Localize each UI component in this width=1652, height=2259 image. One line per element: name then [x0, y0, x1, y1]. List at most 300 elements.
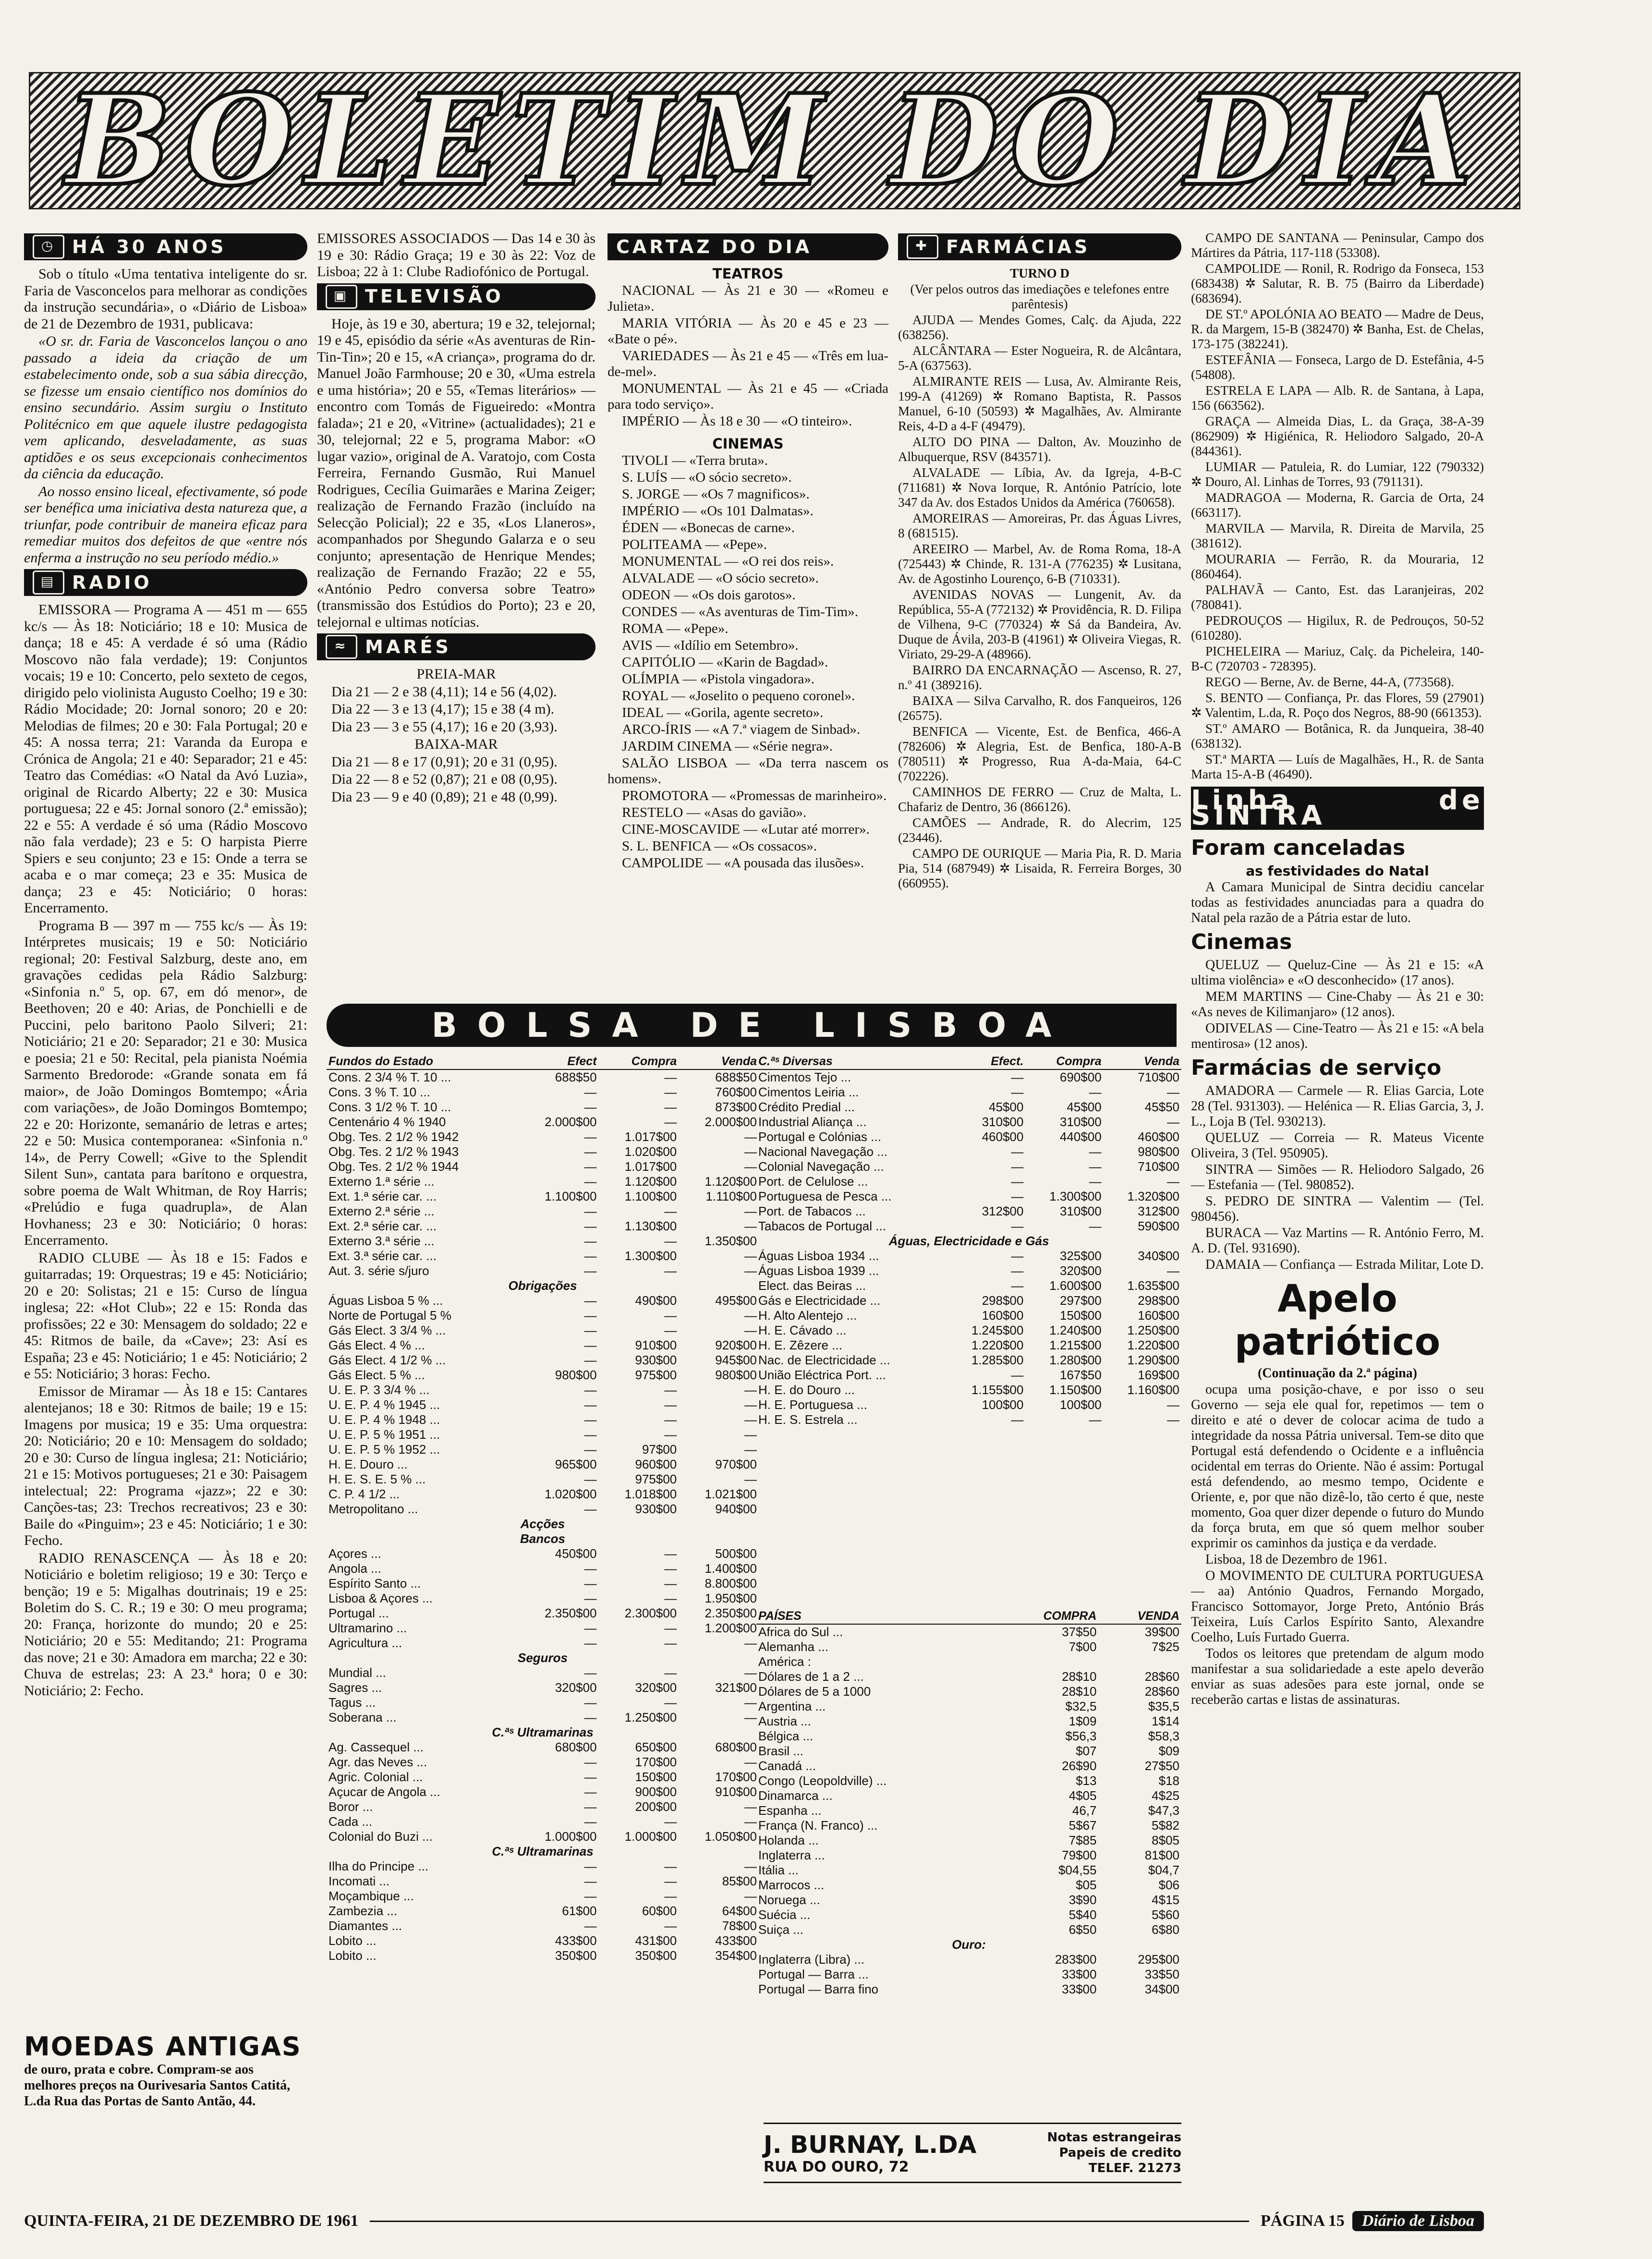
table-cell: —: [584, 1561, 597, 1576]
table-cell: 37$50: [1062, 1625, 1097, 1639]
moedas-title: MOEDAS ANTIGAS: [24, 2031, 302, 2062]
table-row: [327, 1636, 759, 1651]
sintra-box: Linha de SINTRA: [1191, 785, 1484, 831]
table-cell: 46,7: [1072, 1803, 1097, 1818]
table-cell: 500$00: [715, 1546, 757, 1561]
sintra-farm-item: QUELUZ — Correia — R. Mateus Vicente Oliveira, 3 (Tel. 950905).: [1191, 1130, 1484, 1161]
table-row: [756, 1684, 1181, 1699]
table-cell: Colonial do Buzi ...: [328, 1829, 433, 1844]
ha30-para: «O sr. dr. Faria de Vasconcelos lançou o ano passado a ideia da criação de um estabelecimento onde, sob a sua sábia direcção, se fizesse um ensaio científico nos domínios do ensino secundário. Assim surgiu o Instituto Politécnico em que aquele ilustre pedagogista vem aplicando, desveladamente, as suas aptidões e os seus excepcionais conhecimentos da ciência da educação.: [24, 333, 307, 482]
table-cell: H. Alto Alentejo ...: [758, 1308, 857, 1323]
table-cell: 1.155$00: [971, 1383, 1024, 1397]
table-cell: U. E. P. 5 % 1952 ...: [328, 1442, 440, 1457]
table-cell: —: [1167, 1174, 1179, 1189]
moedas-antigas-ad: [24, 2031, 307, 2109]
table-cell: —: [1011, 1070, 1024, 1084]
table-row: [327, 1219, 759, 1234]
table-cell: 450$00: [555, 1546, 597, 1561]
table-cell: $35,5: [1148, 1699, 1179, 1713]
table-cell: —: [664, 1576, 677, 1591]
table-row: [327, 1606, 759, 1621]
table-cell: —: [584, 1591, 597, 1605]
table-cell: —: [664, 1234, 677, 1248]
table-cell: —: [664, 1070, 677, 1084]
column-3: [607, 231, 888, 872]
table-row: [327, 1591, 759, 1606]
table-cell: —: [584, 1502, 597, 1516]
table-cell: —: [584, 1338, 597, 1352]
tv-icon: ▣: [326, 285, 357, 309]
table-cell: 26$90: [1062, 1759, 1097, 1773]
sintra-head: Foram canceladas: [1191, 836, 1406, 860]
table-cell: Diamantes ...: [328, 1919, 402, 1933]
cinema-item: RESTELO — «Asas do gavião».: [622, 805, 807, 820]
table-cell: 440$00: [1059, 1130, 1102, 1144]
table-cell: 873$00: [715, 1100, 757, 1114]
farmacia-item: GRAÇA — Almeida Dias, L. da Graça, 38-A-39 (862909) ✲ Higiénica, R. Heliodoro Salgado, 20-A (844361).: [1191, 414, 1484, 458]
table-cell: Dinamarca ...: [758, 1788, 833, 1803]
sintra-farm-list: [1191, 1083, 1484, 1273]
table-cell: 431$00: [635, 1933, 677, 1948]
sintra-farm-head: Farmácias de serviço: [1191, 1056, 1442, 1080]
table-row: [756, 1922, 1181, 1937]
table-row: [327, 1919, 759, 1933]
table-cell: 940$00: [715, 1502, 757, 1516]
cinema-item: TIVOLI — «Terra bruta».: [622, 453, 768, 468]
table-cell: 960$00: [635, 1457, 677, 1471]
farmacia-item: CAMÕES — Andrade, R. do Alecrim, 125 (23446).: [898, 815, 1181, 845]
table-cell: 310$00: [982, 1115, 1024, 1129]
table-cell: Argentina ...: [758, 1699, 826, 1713]
table-cell: U. E. P. 4 % 1945 ...: [328, 1397, 440, 1412]
table-row: [756, 1952, 1181, 1967]
table-cell: 100$00: [1059, 1397, 1102, 1412]
table-header: PAÍSES: [756, 1609, 995, 1624]
table-cell: 60$00: [642, 1904, 677, 1918]
table-cell: Crédito Predial ...: [758, 1100, 855, 1114]
table-row: [756, 1353, 1181, 1368]
table-cell: —: [584, 1219, 597, 1233]
table-cell: Agricultura ...: [328, 1636, 402, 1650]
sintra-text: A Camara Municipal de Sintra decidiu cancelar todas as festividades anunciadas para a quadra do Natal pela razão de a Pátria estar de luto.: [1191, 880, 1484, 925]
farmacia-item: ALVALADE — Líbia, Av. da Igreja, 4-B-C (711681) ✲ Nova Iorque, R. António Patrício, lote 347 da Av. dos Estados Unidos da América (760658).: [898, 465, 1181, 510]
table-row: [327, 1561, 759, 1576]
table-cell: —: [584, 1919, 597, 1933]
table-cell: 980$00: [555, 1368, 597, 1382]
table-cell: —: [1011, 1144, 1024, 1159]
baixa-item: Dia 23 — 9 e 40 (0,89); 21 e 48 (0,99).: [331, 789, 558, 805]
table-cell: 490$00: [635, 1293, 677, 1308]
table-row: [756, 1368, 1181, 1383]
teatro-item: VARIEDADES — Às 21 e 45 — «Três em lua-de-mel».: [607, 348, 888, 379]
table-row: [756, 1744, 1181, 1759]
radio-para: EMISSORES ASSOCIADOS — Das 14 e 30 às 19 e 30: Rádio Graça; 19 e 30 às 22: Voz de Lisboa; 22 à 1: Clube Radiofónico de Portugal.: [317, 231, 595, 279]
table-cell: —: [1167, 1085, 1179, 1099]
table-cell: 8.800$00: [705, 1576, 757, 1591]
table-row: [327, 1397, 759, 1412]
table-cell: 295$00: [1138, 1952, 1179, 1967]
table-cell: —: [744, 1249, 757, 1263]
table-cell: Lobito ...: [328, 1948, 377, 1963]
table-row: [327, 1770, 759, 1785]
table-cell: Obg. Tes. 2 1/2 % 1944: [328, 1159, 459, 1174]
table-cell: 4$15: [1152, 1893, 1179, 1907]
table-cell: 460$00: [982, 1130, 1024, 1144]
table-cell: 320$00: [635, 1680, 677, 1695]
farmacia-item: ESTEFÂNIA — Fonseca, Largo de D. Estefânia, 4-5 (54808).: [1191, 352, 1484, 382]
table-cell: Agric. Colonial ...: [328, 1770, 423, 1784]
table-cell: —: [584, 1100, 597, 1114]
table-cell: 1.017$00: [624, 1159, 677, 1174]
table-cell: —: [1011, 1219, 1024, 1233]
table-row: [327, 1189, 759, 1204]
table-row: [756, 1085, 1181, 1100]
table-cell: —: [744, 1814, 757, 1829]
table-cell: União Eléctrica Port. ...: [758, 1368, 886, 1382]
table-row: [327, 1889, 759, 1904]
table-cell: 340$00: [1138, 1249, 1179, 1263]
cinema-item: S. LUÍS — «O sócio secreto».: [622, 470, 792, 485]
table-cell: Incomati ...: [328, 1874, 390, 1888]
table-cell: —: [744, 1799, 757, 1814]
table-row: [327, 1621, 759, 1636]
table-cell: 33$00: [1062, 1967, 1097, 1981]
table-row: [327, 1412, 759, 1427]
table-cell: 433$00: [715, 1933, 757, 1948]
table-cell: 78$00: [722, 1919, 757, 1933]
table-cell: Externo 2.ª série ...: [328, 1204, 435, 1218]
table-cell: Agr. das Neves ...: [328, 1755, 427, 1769]
table-cell: 312$00: [982, 1204, 1024, 1218]
radio-para: RADIO CLUBE — Às 18 e 15: Fados e guitarradas; 19: Orquestras; 19 e 45: Noticiário; 20 e 20: Solistas; 21 e 15: Curso de língua inglesa; 22: «Hot Club»; 22 e 15: Ronda das profissões; 22 e 30: Mensagem do soldado; 22 e 45: Ritmos de baile, da «Cave»; 23: Así es España; 23 e 45: Noticiário; 1 e 45: Noticiário; 2 e 55: Noticiário; 3 horas: Fecho.: [24, 1250, 307, 1382]
table-cell: —: [1011, 1263, 1024, 1278]
table-row: [327, 1651, 759, 1665]
table-row: [327, 1353, 759, 1368]
farmacias-header: ✚ FARMÁCIAS: [898, 233, 1181, 260]
farmacia-item: MOURARIA — Ferrão, R. da Mouraria, 12 (860464).: [1191, 552, 1484, 581]
table-cell: 2.000$00: [545, 1115, 597, 1129]
radio-header: ▤ RADIO: [24, 569, 307, 596]
table-cell: —: [1167, 1115, 1179, 1129]
table-row: [327, 1725, 759, 1740]
table-cell: Brasil ...: [758, 1744, 803, 1758]
table-cell: 688$50: [715, 1070, 757, 1084]
table-cell: Obg. Tes. 2 1/2 % 1942: [328, 1130, 459, 1144]
table-row: [327, 1308, 759, 1323]
table-cell: —: [1089, 1174, 1102, 1189]
table-cell: 1.120$00: [705, 1174, 757, 1189]
table-cell: $32,5: [1065, 1699, 1097, 1713]
table-cell: 980$00: [715, 1368, 757, 1382]
table-row: [327, 1904, 759, 1919]
table-cell: —: [664, 1919, 677, 1933]
table-cell: $04,7: [1148, 1863, 1179, 1877]
table-cell: —: [744, 1219, 757, 1233]
table-cell: 34$00: [1144, 1982, 1179, 1996]
column-2: [317, 231, 595, 806]
table-cell: 1$09: [1069, 1714, 1097, 1728]
table-cell: Ultramarino ...: [328, 1621, 407, 1635]
table-cell: $07: [1076, 1744, 1097, 1758]
table-cell: 33$00: [1062, 1982, 1097, 1996]
table-cell: —: [584, 1636, 597, 1650]
table-cell: $18: [1158, 1773, 1179, 1788]
table-cell: Industrial Aliança ...: [758, 1115, 867, 1129]
table-cell: —: [744, 1889, 757, 1903]
table-cell: 1$14: [1152, 1714, 1179, 1728]
burnay-tel: TELEF. 21273: [1088, 2161, 1181, 2175]
table-cell: 28$10: [1062, 1669, 1097, 1684]
radio-icon: ▤: [33, 571, 64, 595]
table-cell: —: [664, 1323, 677, 1337]
teatro-item: MARIA VITÓRIA — Às 20 e 45 e 23 — «Bate o pé».: [607, 316, 888, 347]
table-cell: —: [664, 1383, 677, 1397]
sintra-cinema-item: MEM MARTINS — Cine-Chaby — Às 21 e 30: «As neves de Kilimanjaro» (12 anos).: [1191, 989, 1484, 1020]
table-cell: 81$00: [1144, 1848, 1179, 1862]
table-cell: 4$25: [1152, 1788, 1179, 1803]
table-cell: 27$50: [1144, 1759, 1179, 1773]
table-row: [756, 1863, 1181, 1878]
table-cell: —: [664, 1591, 677, 1605]
table-cell: Canadá ...: [758, 1759, 816, 1773]
table-cell: 4$05: [1069, 1788, 1097, 1803]
table-cell: 85$00: [722, 1874, 757, 1888]
table-cell: 1.350$00: [705, 1234, 757, 1248]
table-cell: —: [584, 1755, 597, 1769]
table-cell: 690$00: [1059, 1070, 1102, 1084]
table-cell: —: [1167, 1263, 1179, 1278]
table-cell: Ext. 1.ª série car. ...: [328, 1189, 437, 1203]
table-cell: —: [664, 1397, 677, 1412]
table-cell: —: [664, 1636, 677, 1650]
table-row: [327, 1144, 759, 1159]
table-cell: 79$00: [1062, 1848, 1097, 1862]
table-row: [327, 1069, 759, 1085]
table-row: [327, 1442, 759, 1457]
table-cell: —: [744, 1665, 757, 1680]
preia-title: PREIA-MAR: [416, 666, 496, 682]
table-cell: —: [584, 1427, 597, 1442]
table-cell: Austria ...: [758, 1714, 811, 1728]
table-cell: —: [664, 1308, 677, 1323]
table-header: VENDA: [1098, 1609, 1181, 1624]
table-cell: —: [584, 1770, 597, 1784]
table-row: [327, 1383, 759, 1397]
table-cell: —: [584, 1353, 597, 1367]
table-cell: 320$00: [1059, 1263, 1102, 1278]
table-cell: 688$50: [555, 1070, 597, 1084]
table-row: [756, 1848, 1181, 1863]
table-cell: —: [584, 1234, 597, 1248]
table-cell: —: [1011, 1368, 1024, 1382]
table-cell: —: [584, 1293, 597, 1308]
table-cell: Cons. 3 1/2 % T. 10 ...: [328, 1100, 451, 1114]
table-cell: Açucar de Angola ...: [328, 1785, 440, 1799]
table-cell: 350$00: [555, 1948, 597, 1963]
table-cell: —: [1089, 1219, 1102, 1233]
table-subheading: Seguros: [517, 1651, 568, 1665]
table-cell: 1.635$00: [1127, 1278, 1179, 1293]
farmacia-item: BAIXA — Silva Carvalho, R. dos Fanqueiros, 126 (26575).: [898, 693, 1181, 723]
table-cell: —: [664, 1665, 677, 1680]
table-cell: —: [584, 1144, 597, 1159]
table-cell: U. E. P. 5 % 1951 ...: [328, 1427, 440, 1442]
table-cell: 2.300$00: [624, 1606, 677, 1620]
table-cell: Centenário 4 % 1940: [328, 1115, 446, 1129]
table-cell: 1.220$00: [1127, 1338, 1179, 1352]
apelo-para: Todos os leitores que pretendam de algum modo manifestar a sua solidariedade a este apelo deverão enviar as suas adesões para este jornal, onde se receberão cartas e listas de assinaturas.: [1191, 1646, 1484, 1707]
table-cell: Lisboa & Açores ...: [328, 1591, 433, 1605]
table-row: [756, 1263, 1181, 1278]
table-cell: —: [664, 1115, 677, 1129]
cinema-item: MONUMENTAL — «O rei dos reis».: [622, 554, 834, 569]
table-row: [756, 1293, 1181, 1308]
wave-icon: ≈: [326, 635, 357, 659]
table-cell: Portugal e Colónias ...: [758, 1130, 881, 1144]
table-cell: 160$00: [1138, 1308, 1179, 1323]
table-cell: 650$00: [635, 1740, 677, 1754]
table-cell: —: [584, 1383, 597, 1397]
table-row: [756, 1412, 1181, 1427]
table-row: [756, 1174, 1181, 1189]
table-cell: —: [584, 1263, 597, 1278]
farmacia-item: ALMIRANTE REIS — Lusa, Av. Almirante Reis, 199-A (41269) ✲ Romano Baptista, R. Passos Manuel, 6-10 (50593) ✲ Magalhães, Av. Almirante Reis, 4-D a 4-F (49479).: [898, 374, 1181, 433]
table-cell: Cons. 2 3/4 % T. 10 ...: [328, 1070, 451, 1084]
column-1: [24, 231, 307, 1700]
cinema-item: ARCO-ÍRIS — «A 7.ª viagem de Sinbad».: [622, 722, 861, 737]
table-cell: 1.220$00: [971, 1338, 1024, 1352]
table-cell: 160$00: [982, 1308, 1024, 1323]
farmacia-item: AJUDA — Mendes Gomes, Calç. da Ajuda, 222 (638256).: [898, 313, 1181, 342]
table-row: [756, 1833, 1181, 1848]
farmacia-item: ALTO DO PINA — Dalton, Av. Mouzinho de Albuquerque, RSV (843571).: [898, 435, 1181, 464]
table-cell: Gás e Electricidade ...: [758, 1293, 881, 1308]
teatros-title: TEATROS: [712, 266, 784, 282]
diario-logo: Diário de Lisboa: [1352, 2211, 1484, 2231]
table-row: [327, 1933, 759, 1948]
table-cell: Portuguesa de Pesca ...: [758, 1189, 892, 1203]
table-cell: —: [584, 1665, 597, 1680]
table-cell: —: [1011, 1189, 1024, 1203]
table-cell: —: [1011, 1412, 1024, 1427]
table-row: [756, 1100, 1181, 1115]
table-header: Efect: [519, 1054, 599, 1069]
table-cell: $04,55: [1058, 1863, 1097, 1877]
table-cell: 1.160$00: [1127, 1383, 1179, 1397]
burnay-name: J. BURNAY, L.DA: [764, 2130, 977, 2159]
table-cell: 1.950$00: [705, 1591, 757, 1605]
table-cell: Angola ...: [328, 1561, 381, 1576]
table-row: [756, 1397, 1181, 1412]
masthead: [29, 67, 1520, 214]
table-row: [756, 1640, 1181, 1654]
table-cell: 28$60: [1144, 1684, 1179, 1699]
table-cell: —: [584, 1323, 597, 1337]
table-cell: Gás Elect. 5 % ...: [328, 1368, 425, 1382]
table-cell: 1.000$00: [545, 1829, 597, 1844]
table-cell: 710$00: [1138, 1070, 1179, 1084]
table-cell: 1.285$00: [971, 1353, 1024, 1367]
table-row: [756, 1308, 1181, 1323]
table-cell: —: [744, 1159, 757, 1174]
table-cell: —: [744, 1144, 757, 1159]
table-cell: 45$00: [1067, 1100, 1102, 1114]
table-cell: 45$00: [989, 1100, 1024, 1114]
footer-date: QUINTA-FEIRA, 21 DE DEZEMBRO DE 1961: [24, 2212, 359, 2230]
table-cell: —: [664, 1814, 677, 1829]
table-cell: —: [664, 1859, 677, 1873]
table-cell: 2.350$00: [705, 1606, 757, 1620]
table-cell: —: [664, 1412, 677, 1427]
radio-para: Programa B — 397 m — 755 kc/s — Às 19: Intérpretes musicais; 19 e 50: Noticiário regional; 20: Festival Salzburg, deste ano, em gravações cedidas pela Rádio Salzburg: «Sinfonia n.º 5, op. 67, em dó menor», de Beethoven; 20 e 40: Arias, de Ponchielli e de Puccini, pelo baritono Paolo Silveri; 21: Noticiário; 21 e 20: Separador; 21 e 30: Musica e poesia; 21 e 50: Recital, pela pianista Noémia Sarmento Bredorode: «Grande sonata em fá maior», de João Domingos Bomtempo; «Ária com variações», de João Domingos Bomtempo; 22 e 20: Horizonte, semanário de letras e artes; 22 e 50: Musica contemporanea: «Sinfonia n.º 14», de Perry Cowell; «Give to the Splendit Silent Sun», cantata para barítono e orquestra, sobre poema de Walt Whitman, de Roy Harris; «Prelúdio e fuga quadrupla», de Alan Hovhaness; 23 e 30: Noticiário; 0 horas: Encerramento.: [24, 917, 307, 1248]
table-cell: [995, 1654, 1098, 1669]
table-cell: Obg. Tes. 2 1/2 % 1943: [328, 1144, 459, 1159]
cinema-item: CINE-MOSCAVIDE — «Lutar até morrer».: [622, 822, 870, 837]
table-row: [327, 1174, 759, 1189]
table-header: Efect.: [947, 1054, 1025, 1069]
table-row: [327, 1293, 759, 1308]
table-cell: 312$00: [1138, 1204, 1179, 1218]
table-cell: Cimentos Leiria ...: [758, 1085, 859, 1099]
table-cell: —: [664, 1874, 677, 1888]
table-cell: Nac. de Electricidade ...: [758, 1353, 890, 1367]
table-cell: Tabacos de Portugal ...: [758, 1219, 886, 1233]
teatro-item: NACIONAL — Às 21 e 30 — «Romeu e Julieta».: [607, 283, 888, 314]
table-cell: Dólares de 5 a 1000: [758, 1684, 871, 1699]
table-cell: —: [584, 1412, 597, 1427]
table-cell: —: [584, 1159, 597, 1174]
cinema-item: S. JORGE — «Os 7 magnificos».: [622, 486, 810, 502]
table-subheading: Águas, Electricidade e Gás: [888, 1234, 1049, 1248]
table-cell: —: [664, 1695, 677, 1710]
table-cell: Cons. 3 % T. 10 ...: [328, 1085, 430, 1099]
table-cell: H. E. Douro ...: [328, 1457, 408, 1471]
table-cell: 297$00: [1059, 1293, 1102, 1308]
table-cell: —: [744, 1130, 757, 1144]
table-cell: Nacional Navegação ...: [758, 1144, 887, 1159]
table-cell: —: [744, 1397, 757, 1412]
table-row: [327, 1487, 759, 1502]
farmacia-item: CAMPO DE SANTANA — Peninsular, Campo dos Mártires da Pátria, 117-118 (53308).: [1191, 231, 1484, 260]
table-cell: Ext. 2.ª série car. ...: [328, 1219, 437, 1233]
table-cell: —: [584, 1859, 597, 1873]
table-cell: 2.350$00: [545, 1606, 597, 1620]
table-row: [756, 1773, 1181, 1788]
table-cell: Dólares de 1 a 2 ...: [758, 1669, 864, 1684]
bolsa-fundos-table: [327, 1054, 759, 1963]
table-cell: 1.400$00: [705, 1561, 757, 1576]
cinema-item: IMPÉRIO — «Os 101 Dalmatas».: [622, 503, 814, 519]
table-row: [756, 1699, 1181, 1714]
table-cell: Lobito ...: [328, 1933, 377, 1948]
farmacia-item: LUMIAR — Patuleia, R. do Lumiar, 122 (790332) ✲ Douro, Al. Linhas de Torres, 93 (791131).: [1191, 460, 1484, 489]
table-row: [756, 1249, 1181, 1263]
table-row: [756, 1069, 1181, 1085]
table-cell: 1.100$00: [545, 1189, 597, 1203]
farmacia-item: AMOREIRAS — Amoreiras, Pr. das Águas Livres, 8 (681515).: [898, 511, 1181, 540]
farmacia-item: MARVILA — Marvila, R. Direita de Marvila, 25 (381612).: [1191, 521, 1484, 550]
table-cell: —: [744, 1263, 757, 1278]
table-header: Fundos do Estado: [327, 1054, 519, 1069]
table-cell: 97$00: [642, 1442, 677, 1457]
table-cell: 298$00: [1138, 1293, 1179, 1308]
table-row: [327, 1576, 759, 1591]
table-row: [327, 1874, 759, 1889]
turno: TURNO D: [1010, 266, 1069, 280]
table-row: [327, 1859, 759, 1874]
table-cell: Mundial ...: [328, 1665, 386, 1680]
table-cell: Itália ...: [758, 1863, 799, 1877]
